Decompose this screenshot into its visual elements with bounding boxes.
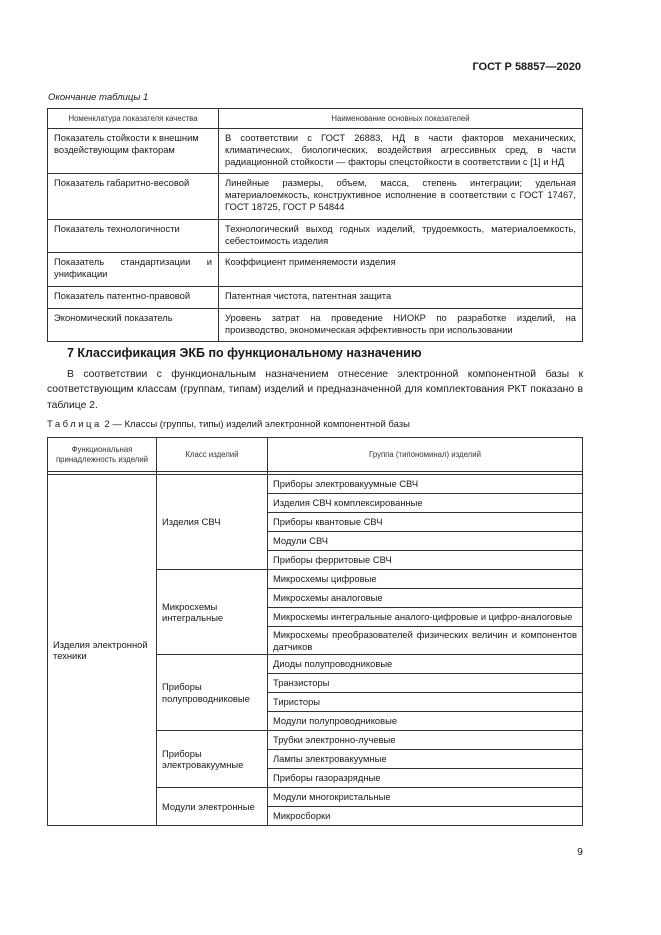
product-group: Микросхемы цифровые (268, 570, 583, 589)
indicator-description: Коэффициент применяемости изделия (219, 253, 583, 287)
product-group: Приборы ферритовые СВЧ (268, 551, 583, 570)
column-header: Функциональная принадлежность изделий (48, 438, 157, 472)
product-group: Трубки электронно-лучевые (268, 731, 583, 750)
product-group: Диоды полупроводниковые (268, 655, 583, 674)
product-group: Микросборки (268, 807, 583, 826)
page-number: 9 (577, 846, 583, 858)
functional-affiliation: Изделия электронной техники (48, 475, 157, 826)
indicator-description: Линейные размеры, объем, масса, степень интеграции; удельная материалоемкость, конструктивное исполнение в соответствии с ГОСТ 17467, ГОСТ 18725, ГОСТ Р 54844 (219, 174, 583, 219)
indicator-description: Технологический выход годных изделий, трудоемкость, материалоемкость, себестоимость изделия (219, 219, 583, 253)
product-group: Приборы газоразрядные (268, 769, 583, 788)
section-heading: 7 Классификация ЭКБ по функциональному назначению (67, 346, 422, 360)
indicator-name: Показатель стойкости к внешним воздействующим факторам (48, 129, 219, 174)
product-class: Приборы электровакуумные (157, 731, 268, 788)
product-group: Модули СВЧ (268, 532, 583, 551)
product-group: Микросхемы аналоговые (268, 589, 583, 608)
product-group: Лампы электровакуумные (268, 750, 583, 769)
product-group: Микросхемы преобразователей физических величин и компонентов датчиков (268, 627, 583, 655)
product-group: Модули многокристальные (268, 788, 583, 807)
table-row (48, 253, 583, 287)
product-class: Микросхемы интегральные (157, 570, 268, 655)
table2-caption-text: 2 — Классы (группы, типы) изделий электронной компонентной базы (104, 419, 410, 430)
product-group: Тиристоры (268, 693, 583, 712)
indicator-description: В соответствии с ГОСТ 26883, НД в части факторов механических, климатических, биологических, воздействия агрессивных сред, в части радиационной стойкости — факторы спецстойкости в соответствии с [1] и НД (219, 129, 583, 174)
ecb-classes-table (47, 437, 583, 826)
product-group: Приборы квантовые СВЧ (268, 513, 583, 532)
table-row (48, 174, 583, 219)
column-header: Группа (типономинал) изделий (268, 438, 583, 472)
indicator-name: Показатель технологичности (48, 219, 219, 253)
table-row (48, 475, 583, 494)
section-paragraph: В соответствии с функциональным назначением отнесение электронной компонентной базы к соответствующим классам (группам, типам) изделий и предназначенной для комплектования РКТ показано в таблице 2. (47, 369, 583, 411)
document-code: ГОСТ Р 58857—2020 (472, 61, 581, 73)
column-header: Класс изделий (157, 438, 268, 472)
product-class: Изделия СВЧ (157, 475, 268, 570)
indicator-name: Экономический показатель (48, 308, 219, 342)
indicator-description: Уровень затрат на проведение НИОКР по разработке изделий, на производство, экономическая эффективность при использовании (219, 308, 583, 342)
table-row (48, 286, 583, 308)
table2-caption-label: Таблица (47, 419, 102, 430)
indicator-name: Показатель патентно-правовой (48, 286, 219, 308)
table-header-row (48, 109, 583, 129)
column-header: Номенклатура показателя качества (48, 109, 219, 129)
product-group: Изделия СВЧ комплексированные (268, 494, 583, 513)
table2-caption (47, 419, 410, 430)
product-class: Модули электронные (157, 788, 268, 826)
product-class: Приборы полупроводниковые (157, 655, 268, 731)
indicator-name: Показатель габаритно-весовой (48, 174, 219, 219)
quality-indicators-table (47, 108, 583, 342)
indicator-name: Показатель стандартизации и унификации (48, 253, 219, 287)
table1-caption: Окончание таблицы 1 (48, 92, 149, 103)
indicator-description: Патентная чистота, патентная защита (219, 286, 583, 308)
table-row (48, 219, 583, 253)
product-group: Модули полупроводниковые (268, 712, 583, 731)
table-row (48, 129, 583, 174)
product-group: Микросхемы интегральные аналого-цифровые и цифро-аналоговые (268, 608, 583, 627)
product-group: Транзисторы (268, 674, 583, 693)
product-group: Приборы электровакуумные СВЧ (268, 475, 583, 494)
table-row (48, 308, 583, 342)
table-header-row (48, 438, 583, 472)
column-header: Наименование основных показателей (219, 109, 583, 129)
